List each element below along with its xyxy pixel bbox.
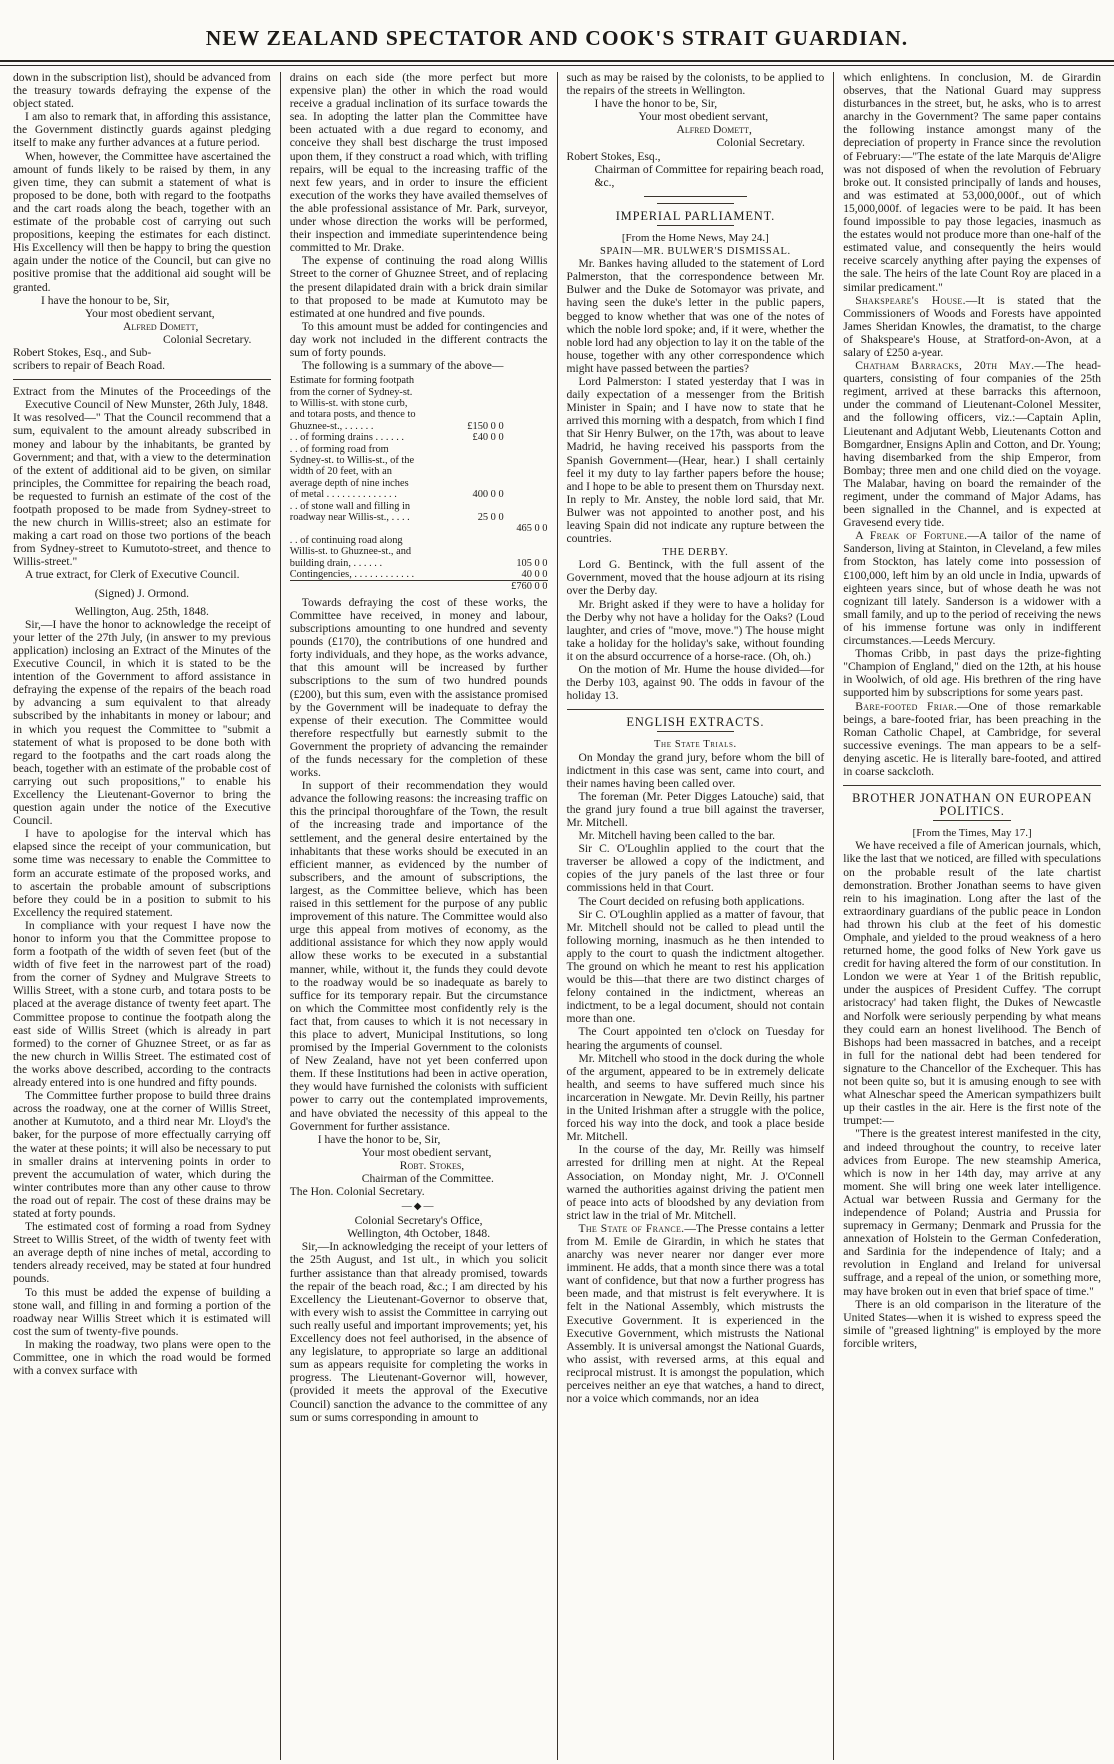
paragraph: Thomas Cribb, in past days the prize-fighting "Champion of England," died on the 12th, at his house in Woolwich, of old age. His brethren of the ring have supported him by subscriptions for some years past. [843,648,1101,700]
divider [644,196,747,197]
columns [4,72,1110,1760]
paragraph [567,1223,825,1406]
paragraph: I have to apologise for the interval which has elapsed since the receipt of your communication, but some time was necessary to enable the Committee to form an accurate estimate of the proposed works, and to ascertain the probable amount of subscriptions before they could be in a position to submit to his Excellency the required statement. [13,828,271,919]
signature: Robt. Stokes, [399,1159,465,1172]
runin-heading: A Freak of Fortune. [855,530,968,543]
paragraph: Sir,—In acknowledging the receipt of your letters of the 25th August, and 1st ult., in which you solicit further assistance than that already promised, towards the repair of the beach road, &c.; I am directed by his Excellency the Lieutenant-Governor to observe that, with every wish to assist the Committee in carrying out such really useful and important improvements; yet, his Excellency does not feel authorised, in the absence of any legislature, to appropriate so large an additional sum as appears requisite for completing the works in progress. The Lieutenant-Governor will, however, (provided it meets the approval of the Executive Council) sanction the advance to the committee of any sum or sums corresponding in amount to [289,1241,548,1424]
runin-heading: Shakspeare's House. [855,294,966,307]
paragraph-text: —A tailor of the name of Sanderson, living at Stainton, in Cleveland, a few miles from Stockton, has lately come into possession of £100,000, left him by an old uncle in India, upwards of eighteen years since, but of whose death he was not cognizant till lately. Sanderson is a widower with a small family, and up to the period of receiving the news of his immense fortune was only in indifferent circumstances.—Leeds Mercury. [843,530,1101,648]
section-heading: IMPERIAL PARLIAMENT. [615,208,776,223]
divider [13,379,271,380]
addressee: Chairman of Committee for repairing beach road, &c., [594,163,824,189]
extract-heading: Extract from the Minutes of the Proceedings of the Executive Council of New Munster, 26th July, 1848. [13,386,271,412]
summary-label [290,523,419,534]
paragraph: To this amount must be added for contingencies and day work not included in the different contracts the sum of forty pounds. [289,320,548,359]
paragraph: drains on each side (the more perfect but more expensive plan) the other in which the road would receive a gradual inclination of its surface towards the sea. In adopting the latter plan the Committee have been actuated with a due regard to economy, and conceive they shall best discharge the trust imposed upon them, if they construct a road which, with trifling repairs, will be equal to the increasing traffic of the next few years, and in order to insure the efficient execution of the works they have availed themselves of the able professional assistance of Mr. Park, surveyor, under whose direction the works will be performed, their inspection and immediate superintendence being committed to Mr. Drake. [289,72,548,255]
source-line: [From the Times, May 17.] [912,827,1032,840]
paragraph: We have received a file of American journals, which, like the last that we noticed, are filled with speculations on the probable result of the late chartist demonstration. Brother Jonathan seems to have given rein to his imagination. Long after the last of the extraordinary guardians of the public peace in London had thrown his club at the feet of his domestic Omphale, and yielded to the proud weakness of a hero returned home, the good folks of New York gave us credit for having altered the form of our constitution. In London we were at Year 1 of the British republic, under the auspices of President Cuffey. 'The corrupt aristocracy' had taken flight, the Dukes of Newcastle and Norfolk were seriously perpending by what means they could earn an honest livelihood. The Bench of Bishops had been massacred in batches, and a receipt in full for the national debt had been tendered for signature to the Chancellor of the Exchequer. This has not been quite so, but it is amusing enough to see with what Alneschar speed the American sympathizers built up their castles in the air. Here is the first note of the trumpet:— [843,840,1101,1128]
dateline: Wellington, Aug. 25th, 1848. [74,605,209,618]
summary-amount [460,535,504,569]
paragraph: On Monday the grand jury, before whom the bill of indictment in this case was sent, came into court, and their names having been called over. [566,751,825,790]
summary-row [290,375,548,432]
paragraph: A true extract, for Clerk of Executive Council. [25,569,240,582]
summary-amount [419,375,460,432]
summary-row [290,581,548,593]
paragraph [843,295,1101,360]
paragraph: Mr. Bankes having alluded to the statement of Lord Palmerston, that the correspondence between Mr. Bulwer and the Duke de Sotomayor was private, and having seen the duke's letter in the public papers, begged to know whether that was one of the notes of which the noble lord spoke; and, if it were, whether the noble lord had any objection to lay it on the table of the house, together with any other correspondence which might have passed between the parties? [566,258,825,375]
summary-row [290,444,548,501]
summary-amount [419,569,460,581]
paragraph: In making the roadway, two plans were open to the Committee, one in which the road would be formed with a convex surface with [13,1338,271,1378]
summary-row [290,432,548,443]
paragraph: In support of their recommendation they would advance the following reasons: the increasing traffic on this the principal thoroughfare of the Town, the result of the increasing trade and importance of the settlement, and the general desire entertained by the inhabitants that these works should be executed in an efficient manner, as evidenced by the number of subscribers, and the amount of subscriptions, the largest, as the Committee believe, which has been raised in this settlement for the purpose of any public improvement of this nature. The Committee would also urge this appeal from motives of economy, as the additional assistance for which they now apply would allow these works to be executed in a substantial manner, while, without it, the funds they could devote to the roadway would be so inadequate as barely to suffice for its temporary repair. But the circumstance on which the Committee most confidently rely is the fact that, from causes to which it is not necessary in this place to advert, Municipal Institutions, so long promised by the Imperial Government to the colonists of New Zealand, have not yet been conferred upon them. If these Institutions had been in active operation, they would have furnished the colonists with sufficient power to carry out the contemplated improvements, and have obviated the necessity of this appeal to the Government for further assistance. [289,780,548,1133]
paragraph: I am also to remark that, in affording this assistance, the Government distinctly guards against pledging itself to make any further advances at a future period. [13,111,271,150]
paragraph: such as may be raised by the colonists, to be applied to the repairs of the streets in Wellington. [566,72,825,98]
summary-amount [419,535,460,569]
summary-amount: 400 0 0 [472,489,504,501]
paragraph: On the motion of Mr. Hume the house divided—for the Derby 103, against 90. The odds in favour of the holiday 13. [566,664,825,703]
divider [843,785,1101,786]
paragraph-text: —It is stated that the Commissioners of Woods and Forests have appointed James Sheridan Knowles, the dramatist, to the charge of Shakspeare's House, at Stratford-on-Avon, at a salary of £250 a-year. [843,294,1101,359]
paragraph: The following is a summary of the above— [301,360,504,373]
column-3 [557,72,834,1760]
summary-amount [419,581,460,593]
paragraph: Lord Palmerston: I stated yesterday that I was in daily expectation of a messenger from the British Minister in Spain; and I have now to state that he arrived this morning with a despatch, from which I find that Sir Henry Bulwer, on the 17th, was about to leave Madrid, he having received his passports from the Spanish Government—(Hear, hear.) I shall certainly feel it my duty to lay farther papers before the house; and I hope to be able to present them on Thursday next. In reply to Mr. Anstey, the noble lord said, that Mr. Bulwer was not appointed to another post, and his leaving Spain did not indicate any rupture between the countries. [566,375,825,546]
summary-amount: £760 0 0 [504,581,548,593]
divider [567,709,825,710]
runin-heading: Chatham Barracks, 20th May. [855,360,1035,373]
signed-line: (Signed) J. Ormond. [94,587,190,600]
summary-amount: 40 0 0 [521,569,548,581]
summary-amount: 465 0 0 [516,523,548,535]
summary-amount [419,432,460,443]
paragraph: Sir C. O'Loughlin applied as a matter of favour, that Mr. Mitchell should not be called to plead until the following morning, inasmuch as he then intended to apply to the court to quash the indictment altogether. The ground on which he meant to rest his application would be this—that there are two distinct charges of felony contained in the indictment, whereas an indictment, to be a legal document, should not contain more than one. [566,908,825,1026]
closing-line: I have the honour to be, Sir, [41,294,170,307]
paragraph: Mr. Mitchell having been called to the bar. [578,830,776,843]
paragraph: In the course of the day, Mr. Reilly was himself arrested for drilling men at night. At the Repeal Association, on Monday night, Mr. J. O'Connell warned the authorities against driving the patient men of peace into acts of bloodshed by any deviation from strict law in the trial of Mr. Mitchell. [566,1144,825,1222]
paragraph: Sir C. O'Loughlin applied to the court that the traverser be allowed a copy of the indictment, and copies of the jury panels of the last three or four commissions held in that Court. [566,843,825,895]
source-line: [From the Home News, May 24.] [621,231,769,244]
summary-label: . . of continuing road along Willis-st. to Ghuznee-st., and building drain, . . . . . . [289,534,412,569]
summary-row [290,523,548,534]
summary-amount [419,444,460,501]
section-heading: BROTHER JONATHAN ON EUROPEAN POLITICS. [852,791,1093,819]
paragraph: "There is the greatest interest manifested in the city, and indeed throughout the country, to receive later advices from Europe. The new steamship America, which is now in her 14th day, may arrive at any moment. She will bring one week later intelligence. Actual war between Russia and Germany for the independence of Poland; Austria and Prussia for supremacy in Germany; Denmark and Prussia for the annexation of Holstein to the German Confederation, and Sardinia for the independence of Italy; and a revolution in England and Ireland for universal suffrage, and a repeal of the union, or something more, may have broken out in even that brief space of time." [843,1128,1101,1298]
paragraph [843,360,1101,530]
summary-amount [419,501,460,524]
summary-amount: 25 0 0 [477,512,504,524]
summary-label: . . of stone wall and filling in roadway near Willis-st., . . . . [289,500,411,524]
summary-row [290,501,548,524]
closing-line: I have the honor to be, Sir, [594,98,718,111]
summary-label: . . of forming drains . . . . . . [289,432,405,444]
divider [657,225,734,226]
ornament-divider: —◆— [401,1201,436,1213]
summary-amount [419,523,460,534]
closing-line: I have the honor to be, Sir, [317,1133,441,1146]
dateline: Wellington, 4th October, 1848. [347,1228,491,1241]
paragraph-text: —The Presse contains a letter from M. Emile de Girardin, in which he states that anarchy was never nearer nor danger ever more imminent. He adds, that a month since there was a total want of confidence, but that now a further progress has been made, and that mistrust is felt everywhere. It is felt in the National Assembly, which mistrusts the Executive Government. It is experienced in the Executive Government, which mistrusts the National Assembly. It is universal amongst the National Guards, who assist, with reversed arms, at this equal and reciprocal mistrust. It is amongst the population, which perceives neither an eye that watches, a hand to direct, nor a voice which commands, nor an idea [566,1222,825,1406]
closing-line: Your most obedient servant, [85,307,215,320]
summary-label: . . of forming road from Sydney-st. to Willis-st., of the width of 20 feet, with an average depth of nine inches of metal . . . . . . . . . . . . . . [289,443,415,501]
paragraph: The Court decided on refusing both applications. [578,895,805,908]
runin-heading: The State of France. [578,1222,685,1235]
paragraph: The foreman (Mr. Peter Digges Latouche) said, that the grand jury found a true bill against the traverser, Mr. Mitchell. [566,790,825,829]
masthead-rule-thin [0,65,1114,66]
summary-amount [460,523,504,534]
summary-amount [504,444,548,501]
paragraph: Towards defraying the cost of these works, the Committee have received, in money and labour, subscriptions amounting to one hundred and seventy pounds (£170), the contributions of one hundred and forty individuals, and they hope, as the works advance, that this amount will be increased by further subscriptions to the sum of two hundred pounds (£200), but this sum, even with the assistance promised by the Government will be inadequate to defray the expense of their execution. The Committee would therefore respectfully but earnestly submit to the Government the propriety of advancing the remainder of the funds necessary for the completion of these works. [289,596,548,780]
summary-amount: £40 0 0 [472,432,504,444]
signature-title: Colonial Secretary. [163,333,252,346]
paragraph: which enlightens. In conclusion, M. de Girardin observes, that the National Guard may suppress disturbances in the street, but, he asks, who is to arrest anarchy in the Government? The same paper contains the following instance amongst many of the depreciation of property in France since the revolution of February:—"The estate of the late Marquis de'Aligre was not disposed of when the revolution of February broke out. It consisted principally of lands and houses, and was estimated at 53,000,000f., out of which 15,000,000f. of legacies were to be paid. It has been found impossible to pay those legacies, inasmuch as the estates would not produce more than one-half of the estimated value, and consequently the heirs would receive scarcely anything after paying the expenses of the sale. The heirs of the late Count Roy are placed in a similar predicament." [843,72,1101,294]
summary-row [290,535,548,569]
closing-line: Your most obedient servant, [361,1146,492,1159]
column-4 [833,72,1110,1760]
column-2 [280,72,557,1760]
signature-title: Chairman of the Committee. [361,1173,494,1185]
paragraph: The Court appointed ten o'clock on Tuesday for hearing the arguments of counsel. [566,1026,825,1052]
column-1 [4,72,280,1760]
paragraph: In compliance with your request I have now the honor to inform you that the Committee propose to form a footpath of the width of seven feet (but of the width of five feet in the narrowest part of the road) from the corner of Sydney and Mulgrave Streets to Willis Street, with a stone curb, and totara posts to be placed at the average distance of twenty feet apart. The Committee propose to continue the footpath along the east side of Willis Street (which is already in part formed) to the corner of Ghuznee Street, or as far as the new church in Willis Street. The estimated cost of the works above described, according to the contracts already entered into is one hundred and fifty pounds. [13,919,271,1090]
paragraph: Lord G. Bentinck, with the full assent of the Government, moved that the house adjourn at its rising over the Derby day. [566,559,825,598]
paragraph: Mr. Bright asked if they were to have a holiday for the Derby why not have a holiday for the Oaks? (Loud laughter, and cries of "move, move.") The house might take a holiday for the holiday's sake, without founding it on the absurd occurrence of a horse-race. (Oh, oh.) [566,598,825,663]
summary-amount: £150 0 0 [467,420,504,432]
summary-amount: 105 0 0 [516,557,548,569]
masthead: NEW ZEALAND SPECTATOR AND COOK'S STRAIT GUARDIAN. [205,26,909,50]
paragraph-text: —The head-quarters, consisting of four companies of the 25th regiment, arrived at these barracks this afternoon, under the command of Lieutenant-Colonel Messiter, and the following officers, viz.:—Captain Aplin, Lieutenant and Adjutant Webb, Lieutenants Cotton and Bomgardner, Ensigns Aplin and Cotton, and Dr. Young; having disembarked from the ship Emperor, from Bombay; three men and one child died on the voyage. The Malabar, having on board the remainder of the regiment, under the command of Major Adams, has been signalled in the Channel, and is expected at Gravesend every tide. [843,360,1102,530]
addressee: The Hon. Colonial Secretary. [289,1186,425,1199]
summary-amount [460,581,504,593]
summary-amount [504,501,548,524]
subheading: The State Trials. [654,739,737,751]
section-heading: ENGLISH EXTRACTS. [626,715,765,730]
addressee: Robert Stokes, Esq., and Sub- [13,346,152,359]
masthead-rule-thick [0,60,1114,62]
runin-heading: Bare-footed Friar. [855,700,958,713]
cost-summary-table [290,375,548,593]
paragraph: Mr. Mitchell who stood in the dock during the whole of the argument, appeared to be in extremely delicate health, and seems to have suffered much since his incarceration in Newgate. Mr. Devin Reilly, his partner in the United Irishman after a struggle with the police, forced his way into the dock, and took a place beside Mr. Mitchell. [566,1052,825,1144]
summary-amount [504,432,548,443]
divider [657,203,734,204]
summary-row [290,569,548,581]
summary-amount [460,569,504,581]
paragraph: When, however, the Committee have ascertained the amount of funds likely to be raised by them, in any given time, they can submit a statement of what is proposed to be done, both with regard to the footpaths and the cart roads along the beach, together with an estimate of the probable cost of carrying out such propositions, keeping the estimates for each distinct. His Excellency will then be happy to bring the question again under the notice of the Council, but can give no positive promise that the additional aid sought will be granted. [13,150,271,294]
paragraph [843,701,1101,780]
paragraph: There is an old comparison in the literature of the United States—when it is wished to express speed the simile of "greased lightning" is employed by the more forcible writers, [843,1298,1101,1350]
signature: Alfred Domett, [123,320,199,333]
signature-title: Colonial Secretary. [716,137,805,150]
addressee: Robert Stokes, Esq., [566,150,661,163]
summary-amount [504,375,548,432]
summary-label: Contingencies, . . . . . . . . . . . . [289,569,415,581]
paragraph: To this must be added the expense of building a stone wall, and filling in and forming a portion of the roadway near Willis Street which it is estimated will cost the sum of twenty-five pounds. [13,1286,271,1338]
paragraph [843,530,1101,648]
paragraph: Sir,—I have the honor to acknowledge the receipt of your letter of the 27th July, (in answer to my previous application) inclosing an Extract of the Minutes of the Executive Council, in which it is stated to be the intention of the Government to afford assistance in defraying the expense of the repairs of the beach road by advancing a sum equivalent to that already subscribed by the inhabitants in money or labour; and in which you request the Committee to "submit a statement of what is proposed to be done both with regard to the footpaths and the cart roads along the beach, together with an estimate of the probable cost of carrying out such propositions," to enable his Excellency the Lieutenant-Governor to bring the question again under the notice of the Executive Council. [13,618,271,828]
closing-line: Your most obedient servant, [638,111,769,124]
paragraph: down in the subscription list), should be advanced from the treasury towards defraying the expense of the object stated. [13,72,271,111]
subheading: THE DERBY. [662,547,729,559]
paragraph: The estimated cost of forming a road from Sydney Street to Willis Street, of the width of twenty feet with an average depth of nine inches of metal, according to tenders already received, may be stated at four hundred pounds. [13,1221,271,1286]
paragraph: It was resolved—" That the Council recommend that a sum, equivalent to the amount already subscribed in money and labour by the inhabitants, be granted by Government; and that, with a view to the determination of the extent of additional aid to be given, on similar principles, the Committee for repairing the beach road, be requested to furnish an estimate of the cost of the footpath proposed to be made from Sydney-street to the new church in Willis-street; also an estimate for making a cart road on those two portions of the beach from Sydney-street to Kumutoto-street, and thence to Willis-street." [13,412,271,569]
divider [657,731,734,732]
summary-label: Estimate for forming footpath from the corner of Sydney-st. to Willis-st. with stone curb, and totara posts, and thence to Ghuznee-st., . . . . . . [289,375,416,432]
signature: Alfred Domett, [676,124,752,137]
paragraph: The Committee further propose to build three drains across the roadway, one at the corner of Willis Street, another at Kumutoto, and a third near Mr. Lloyd's the baker, for the purpose of more effectually carrying off the water at these points; it will also be necessary to put in smaller drains at intervening points in order to prevent the accumulation of water, which during the winter contributes more than any other cause to throw the road out of repair. The cost of these drains may be stated at forty pounds. [13,1090,271,1220]
subheading: SPAIN—MR. BULWER'S DISMISSAL. [599,246,791,258]
addressee: scribers to repair of Beach Road. [13,360,165,373]
summary-label [290,581,419,593]
paragraph: The expense of continuing the road along Willis Street to the corner of Ghuznee Street, and of replacing the present dilapidated drain with a brick drain similar to that proposed to be made at Kumutoto may be estimated at one hundred and five pounds. [289,255,548,320]
paragraph-text: —One of those remarkable beings, a bare-footed friar, has been preaching in the Roman Catholic Chapel, at Cambridge, for several successive evenings. The man appears to be a self-denying ascetic. He is literally bare-footed, and attired in coarse sackcloth. [843,700,1101,778]
dateline: Colonial Secretary's Office, [354,1215,483,1228]
divider [933,820,1010,821]
